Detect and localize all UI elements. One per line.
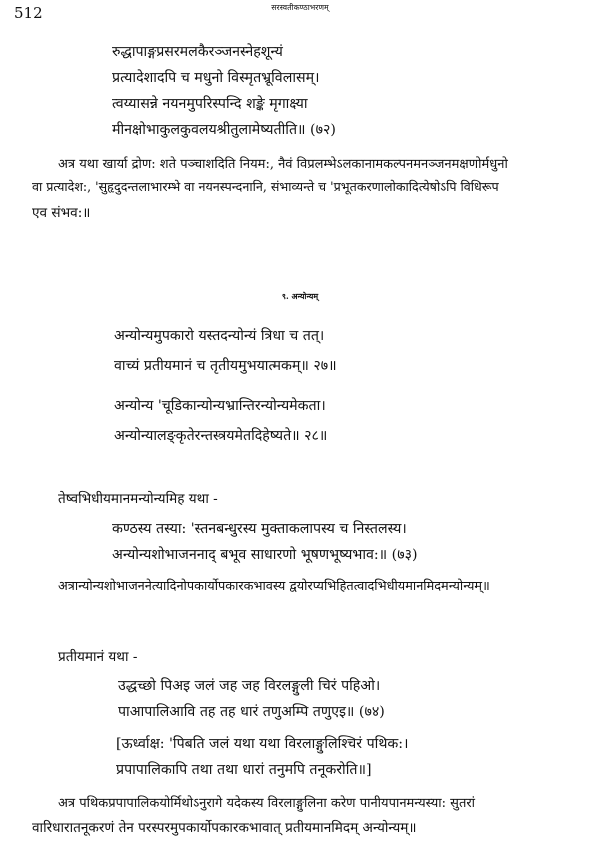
commentary-line: वारिधारातनूकरणं तेन परस्परमुपकार्योपकारकभावात् प्रतीयमानमिदम् अन्योन्यम्॥ <box>32 820 417 836</box>
karika-line: अन्योन्य 'चूडिकान्योन्यभ्रान्तिरन्योन्यमेकता। <box>114 398 326 414</box>
verse-line: पाआपालिआवि तह तह धारं तणुअम्पि तणुएइ॥ (७४) <box>118 704 385 720</box>
verse-line: कण्ठस्य तस्या: 'स्तनबन्धुरस्य मुक्ताकलापस्य च निस्तलस्य। <box>112 521 407 537</box>
verse-line: रुद्धापाङ्गप्रसरमलकैरञ्जनस्नेहशून्यं <box>112 44 283 60</box>
commentary-line: वा प्रत्यादेश:, 'सुहृदुदन्तलाभारम्भे वा नयनस्पन्दनानि, संभाव्यन्ते च 'प्रभूतकरणालोकादित्येषोऽपि विधिरूप <box>32 179 499 194</box>
section-heading: ९. अन्योन्यम् <box>281 292 319 301</box>
commentary-line: एव संभव:॥ <box>32 205 91 221</box>
verse-line: त्वय्यासन्ने नयनमुपरिस्पन्दि शङ्के मृगाक्ष्या <box>112 96 308 112</box>
example-intro: तेष्वभिधीयमानमन्योन्यमिह यथा - <box>58 491 218 507</box>
commentary-line: अत्र यथा खार्या द्रोण: शते पञ्चाशदिति नियम:, नैवं विप्रलम्भेऽलकानामकल्पनमनञ्जनमक्षणोर्मधुनो <box>58 157 508 172</box>
verse-line: मीनक्षोभाकुलकुवलयश्रीतुलामेष्यतीति॥ (७२) <box>112 122 336 138</box>
chaya-line: प्रपापालिकापि तथा तथा धारां तनुमपि तनूकरोति॥] <box>116 762 372 778</box>
page-title: सरस्वतीकण्ठाभरणम् <box>271 3 329 12</box>
karika-line: अन्योन्यालङ्कृतेरन्तस्त्रयमेतदिहेष्यते॥ २८॥ <box>114 428 328 444</box>
chaya-line: [ऊर्ध्वाक्ष: 'पिबति जलं यथा यथा विरलाङ्गुलिश्चिरं पथिक:। <box>116 736 409 752</box>
commentary-line: अत्र पथिकप्रपापालिकयोर्मिथोऽनुरागे यदेकस्य विरलाङ्गुलिना करेण पानीयपानमन्यस्या: सुतरां <box>58 796 476 811</box>
example-intro: प्रतीयमानं यथा - <box>58 649 138 665</box>
verse-line: उद्धच्छो पिअइ जलं जह जह विरलङ्गुली चिरं पहिओ। <box>118 678 381 694</box>
commentary-line: अत्रान्योन्यशोभाजननेत्यादिनोपकार्योपकारकभावस्य द्वयोरप्यभिहितत्वादभिधीयमानमिदमन्योन्यम्॥ <box>58 579 490 594</box>
verse-line: प्रत्यादेशादपि च मधुनो विस्मृतभ्रूविलासम्। <box>112 70 320 86</box>
page-number: 512 <box>14 4 43 22</box>
karika-line: अन्योन्यमुपकारो यस्तदन्योन्यं त्रिधा च तत्। <box>114 328 325 344</box>
karika-line: वाच्यं प्रतीयमानं च तृतीयमुभयात्मकम्॥ २७॥ <box>114 358 337 374</box>
verse-line: अन्योन्यशोभाजननाद् बभूव साधारणो भूषणभूष्यभाव:॥ (७३) <box>112 547 418 563</box>
